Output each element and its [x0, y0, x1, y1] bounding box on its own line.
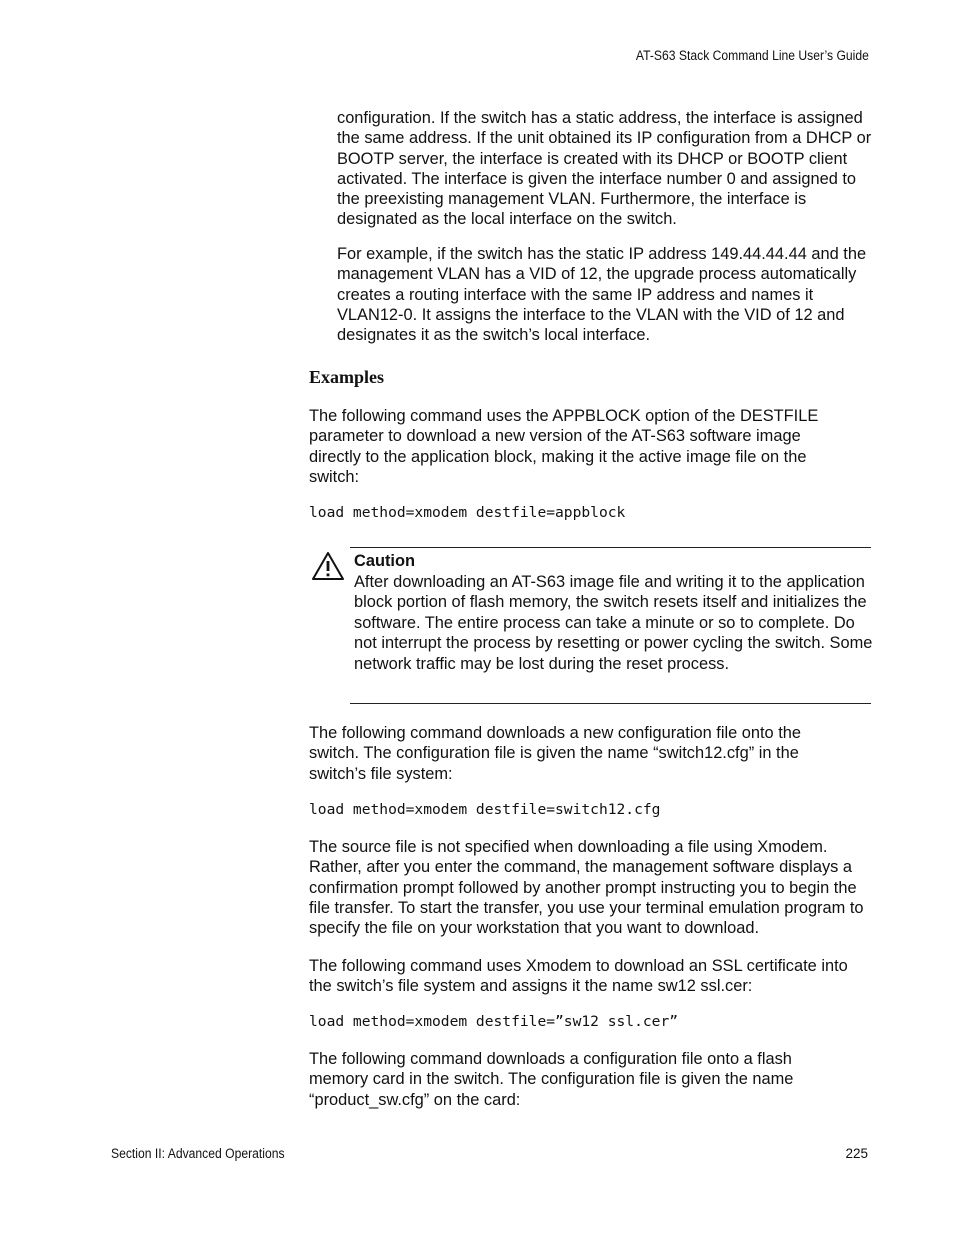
paragraph-static-ip-example: For example, if the switch has the static IP address 149.44.44.44 and the management VLAN has a VID of 12, the upgrade process automatically creates a routing interface with the same IP address and names it VLAN12-0. It assigns the interface to the VLAN with the VID of 12 and designates it as the switch’s local interface. — [337, 245, 867, 345]
caution-top-rule — [350, 547, 871, 548]
footer-page-number: 225 — [845, 1146, 868, 1161]
caution-body: After downloading an AT-S63 image file and writing it to the application block portion of flash memory, the switch resets itself and initializes the software. The entire process can take a minute or so to complete. Do not interrupt the process by resetting or power cycling the switch. Some network traffic may be lost during the reset process. — [354, 573, 873, 673]
footer-section-title: Section II: Advanced Operations — [111, 1146, 285, 1161]
paragraph-interface-config: configuration. If the switch has a static address, the interface is assigned the same address. If the unit obtained its IP configuration from a DHCP or BOOTP server, the interface is created with its DHCP or BOOTP client activated. The interface is given the interface number 0 and assigned to the preexisting management VLAN. Furthermore, the interface is designated as the local interface on the switch. — [337, 109, 872, 229]
paragraph-appblock-command: The following command uses the APPBLOCK option of the DESTFILE parameter to download a new version of the AT-S63 software image directly to the application block, making it the active image file on the switch: — [309, 407, 819, 486]
caution-bottom-rule — [350, 703, 871, 704]
caution-title: Caution — [354, 552, 416, 570]
code-switch12-cfg: load method=xmodem destfile=switch12.cfg — [309, 801, 661, 818]
warning-triangle-icon — [311, 551, 345, 581]
paragraph-config-download: The following command downloads a new configuration file onto the switch. The configuration file is given the name “switch12.cfg” in the switch’s file system: — [309, 724, 802, 783]
code-appblock: load method=xmodem destfile=appblock — [309, 504, 626, 521]
code-ssl-cer: load method=xmodem destfile=”sw12 ssl.cer” — [309, 1013, 679, 1030]
running-header: AT-S63 Stack Command Line User’s Guide — [636, 48, 869, 63]
examples-heading: Examples — [309, 367, 385, 387]
paragraph-flash-card: The following command downloads a configuration file onto a flash memory card in the switch. The configuration file is given the name “product_sw.cfg” on the card: — [309, 1050, 794, 1109]
paragraph-xmodem-source-file: The source file is not specified when downloading a file using Xmodem. Rather, after you enter the command, the management software displays a confirmation prompt followed by another prompt instructing you to begin the file transfer. To start the transfer, you use your terminal emulation program to specify the file on your workstation that you want to download. — [309, 838, 864, 938]
caution-box — [309, 547, 871, 704]
paragraph-ssl-certificate: The following command uses Xmodem to download an SSL certificate into the switch’s file system and assigns it the name sw12 ssl.cer: — [309, 957, 848, 996]
